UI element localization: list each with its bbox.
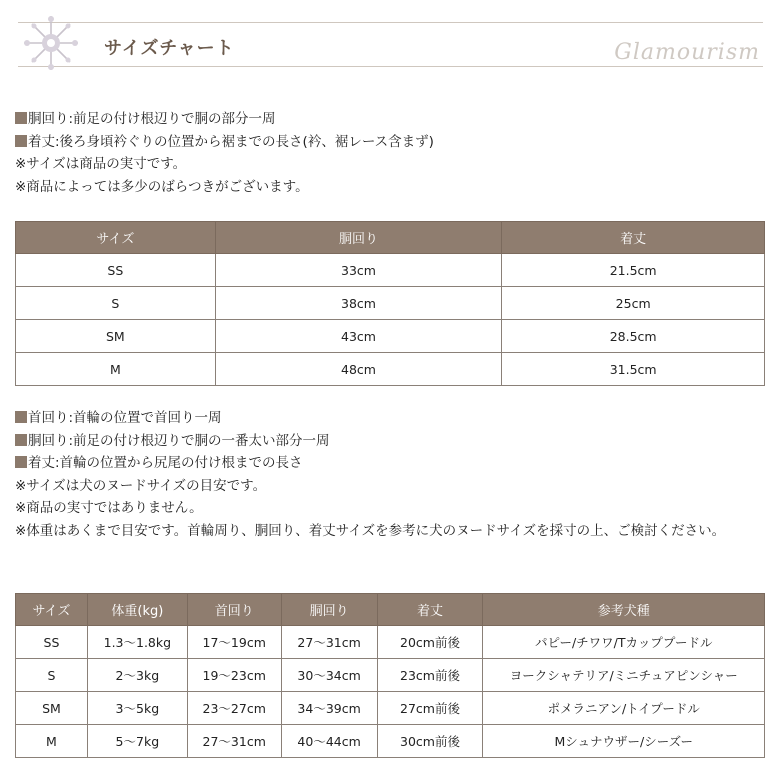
table-cell: 25cm xyxy=(502,287,765,320)
note-text: 首回り:首輪の位置で首回り一周 xyxy=(28,410,222,426)
table-cell: 27～31cm xyxy=(281,626,377,659)
table-cell: 1.3～1.8kg xyxy=(87,626,187,659)
header-top-rule xyxy=(18,22,763,23)
table-cell: 43cm xyxy=(215,320,502,353)
table-row xyxy=(16,353,765,386)
note-text: ※サイズは商品の実寸です。 xyxy=(15,156,187,172)
note-text: 胴回り:前足の付け根辺りで胴の部分一周 xyxy=(28,111,276,127)
table-cell: 27cm前後 xyxy=(377,692,483,725)
column-header: 首回り xyxy=(187,594,281,626)
table-cell: 27～31cm xyxy=(187,725,281,758)
bullet-square-icon xyxy=(15,135,27,147)
page-header xyxy=(0,0,780,80)
table-cell: SS xyxy=(16,254,216,287)
column-header: サイズ xyxy=(16,594,88,626)
header-bottom-rule xyxy=(18,66,763,67)
bullet-square-icon xyxy=(15,411,27,423)
note-line xyxy=(15,407,765,430)
note-text: 着丈:首輪の位置から尻尾の付け根までの長さ xyxy=(28,455,303,471)
table-header-row xyxy=(16,594,765,626)
note-text: ※サイズは犬のヌードサイズの目安です。 xyxy=(15,477,267,494)
column-header: 胴回り xyxy=(215,222,502,254)
table-cell: ヨークシャテリア/ミニチュアピンシャー xyxy=(483,659,765,692)
page-title: サイズチャート xyxy=(104,38,235,59)
table-cell: 40～44cm xyxy=(281,725,377,758)
table-cell: M xyxy=(16,353,216,386)
snowflake-emblem-icon xyxy=(20,12,82,74)
table-cell: SM xyxy=(16,320,216,353)
table-cell: 48cm xyxy=(215,353,502,386)
note-line xyxy=(15,430,765,453)
table-row xyxy=(16,254,765,287)
table-cell: 17～19cm xyxy=(187,626,281,659)
garment-size-table xyxy=(15,221,765,386)
note-line xyxy=(15,520,765,543)
table-cell: ポメラニアン/トイプードル xyxy=(483,692,765,725)
table-cell: 20cm前後 xyxy=(377,626,483,659)
bullet-square-icon xyxy=(15,434,27,446)
table-row xyxy=(16,287,765,320)
table-cell: M xyxy=(16,725,88,758)
table-row xyxy=(16,725,765,758)
column-header: 着丈 xyxy=(502,222,765,254)
table-cell: 30cm前後 xyxy=(377,725,483,758)
table-header-row xyxy=(16,222,765,254)
table-cell: 21.5cm xyxy=(502,254,765,287)
column-header: 着丈 xyxy=(377,594,483,626)
table-cell: SM xyxy=(16,692,88,725)
table-row xyxy=(16,626,765,659)
table-cell: 33cm xyxy=(215,254,502,287)
note-line xyxy=(15,497,765,520)
table-cell: 23cm前後 xyxy=(377,659,483,692)
table-cell: SS xyxy=(16,626,88,659)
table-row xyxy=(16,320,765,353)
table-cell: 23～27cm xyxy=(187,692,281,725)
note-line xyxy=(15,108,434,131)
bullet-square-icon xyxy=(15,112,27,124)
column-header: サイズ xyxy=(16,222,216,254)
note-text: 着丈:後ろ身頃衿ぐりの位置から裾までの長さ(衿、裾レース含まず) xyxy=(28,133,434,150)
note-line xyxy=(15,475,765,498)
table-cell: 34～39cm xyxy=(281,692,377,725)
bullet-square-icon xyxy=(15,456,27,468)
table-cell: 2～3kg xyxy=(87,659,187,692)
column-header: 胴回り xyxy=(281,594,377,626)
table-cell: S xyxy=(16,659,88,692)
table-cell: Mシュナウザー/シーズー xyxy=(483,725,765,758)
table-cell: 3～5kg xyxy=(87,692,187,725)
table-cell: 30～34cm xyxy=(281,659,377,692)
table-cell: 38cm xyxy=(215,287,502,320)
table-row xyxy=(16,692,765,725)
table-cell: S xyxy=(16,287,216,320)
note-line xyxy=(15,452,765,475)
column-header: 参考犬種 xyxy=(483,594,765,626)
note-text: ※商品の実寸ではありません。 xyxy=(15,500,203,516)
table-cell: 31.5cm xyxy=(502,353,765,386)
table-cell: パピー/チワワ/Tカッププードル xyxy=(483,626,765,659)
note-text: ※体重はあくまで目安です。首輪周り、胴回り、着丈サイズを参考に犬のヌードサイズを採寸の上、ご検討ください。 xyxy=(15,522,726,539)
dog-size-table xyxy=(15,593,765,758)
table-row xyxy=(16,659,765,692)
brand-logo: Glamourism xyxy=(614,40,760,65)
note-text: 胴回り:前足の付け根辺りで胴の一番太い部分一周 xyxy=(28,432,330,449)
table-cell: 28.5cm xyxy=(502,320,765,353)
dog-size-notes xyxy=(15,407,765,542)
table-cell: 19～23cm xyxy=(187,659,281,692)
column-header: 体重(kg) xyxy=(87,594,187,626)
garment-notes xyxy=(15,108,434,198)
note-line xyxy=(15,176,434,199)
table-cell: 5～7kg xyxy=(87,725,187,758)
note-text: ※商品によっては多少のばらつきがございます。 xyxy=(15,178,309,195)
note-line xyxy=(15,153,434,176)
note-line xyxy=(15,131,434,154)
